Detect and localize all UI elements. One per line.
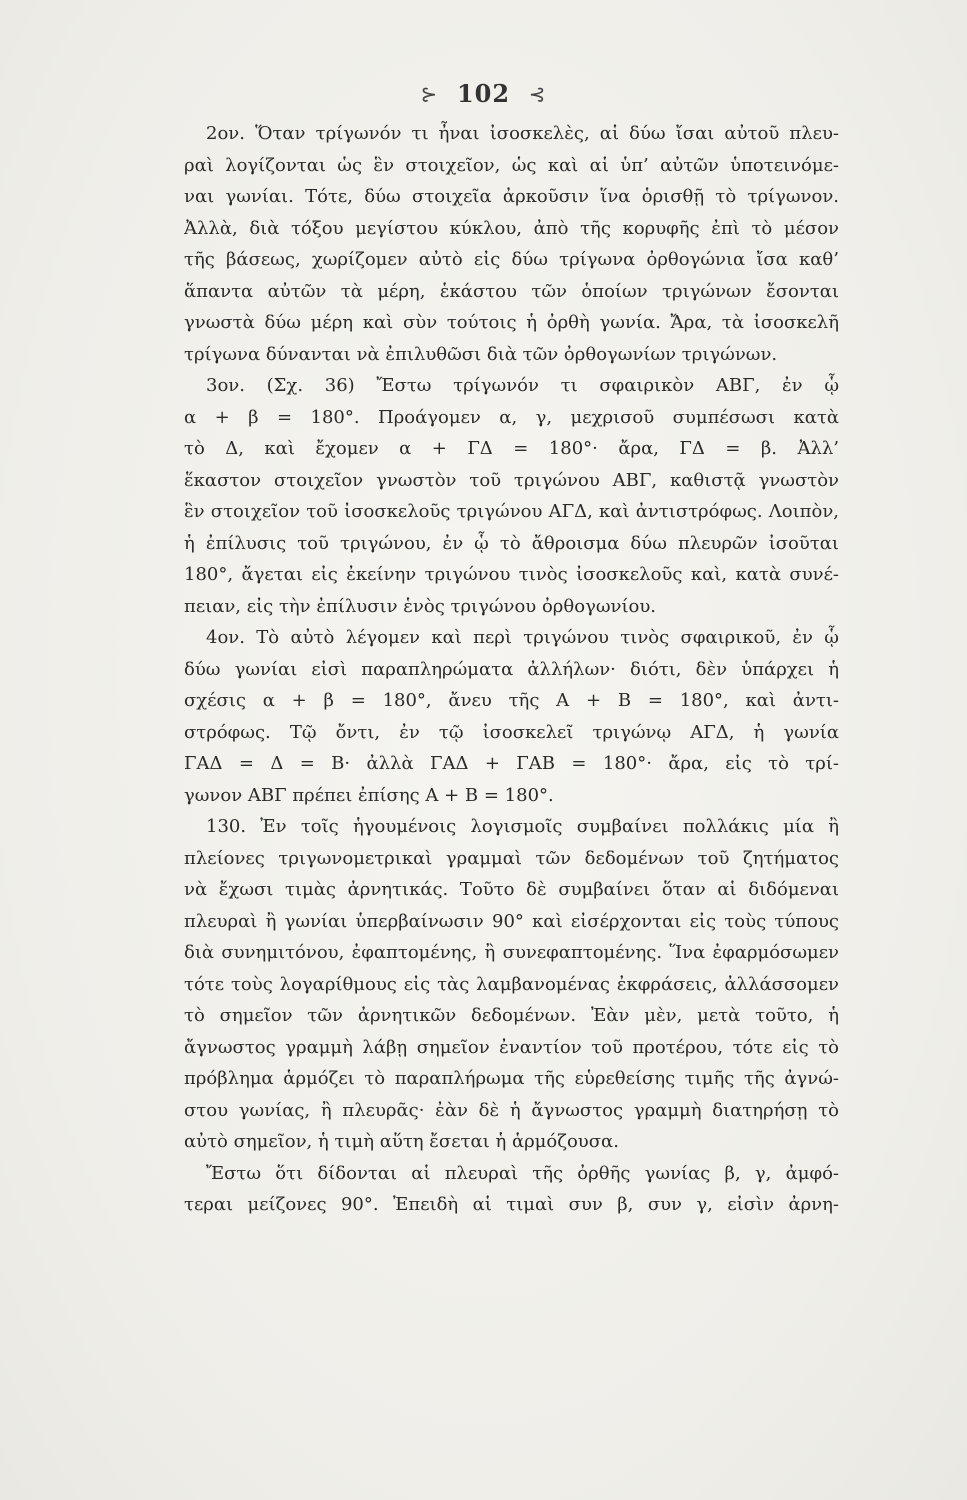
text-line: τρίγωνα δύνανται νὰ ἐπιλυθῶσι διὰ τῶν ὀρθογωνίων τριγώνων. — [184, 343, 778, 365]
text-line: στου γωνίας, ἢ πλευρᾶς· ἐὰν δὲ ἡ ἄγνωστος γραμμὴ διατηρήσῃ τὸ — [184, 1099, 839, 1121]
text-line: νὰ ἔχωσι τιμὰς ἀρνητικάς. Τοῦτο δὲ συμβαίνει ὅταν αἱ διδόμεναι — [184, 879, 839, 900]
text-line: 2ον. Ὅταν τρίγωνόν τι ἦναι ἰσοσκελὲς, αἱ δύω ἴσαι αὐτοῦ πλευ- — [206, 123, 839, 144]
text-line: ἓν στοιχεῖον τοῦ ἰσοσκελοῦς τριγώνου ΑΓΔ, καὶ ἀντιστρόφως. Λοιπὸν, — [184, 501, 839, 522]
text-line: ΓΑΔ = Δ = Β· ἀλλὰ ΓΑΔ + ΓΑΒ = 180°· ἄρα, εἰς τὸ τρί- — [184, 753, 839, 774]
text-line: τῆς βάσεως, χωρίζομεν αὐτὸ εἰς δύω τρίγωνα ὀρθογώνια ἴσα καθ’ — [184, 249, 839, 270]
text-line: 130. Ἐν τοῖς ἡγουμένοις λογισμοῖς συμβαίνει πολλάκις μία ἢ — [206, 816, 839, 837]
text-line: πρόβλημα ἁρμόζει τὸ παραπλήρωμα τῆς εὑρεθείσης τιμῆς τῆς ἀγνώ- — [184, 1068, 839, 1089]
text-line: ἕκαστον στοιχεῖον γνωστὸν τοῦ τριγώνου ΑΒΓ, καθιστᾷ γνωστὸν — [184, 469, 839, 491]
text-line: διὰ συνημιτόνου, ἐφαπτομένης, ἢ συνεφαπτομένης. Ἵνα ἐφαρμόσωμεν — [184, 942, 839, 963]
text-line: τεραι μείζονες 90°. Ἐπειδὴ αἱ τιμαὶ συν β, συν γ, εἰσὶν ἀρνη- — [184, 1194, 839, 1215]
text-line: ἅπαντα αὐτῶν τὰ μέρη, ἑκάστου τῶν ὁποίων τριγώνων ἔσονται — [184, 280, 839, 302]
text-line: Ἀλλὰ, διὰ τόξου μεγίστου κύκλου, ἀπὸ τῆς κορυφῆς ἐπὶ τὸ μέσον — [184, 217, 839, 239]
text-line: τότε τοὺς λογαρίθμους εἰς τὰς λαμβανομένας ἐκφράσεις, ἀλλάσσομεν — [184, 973, 839, 995]
text-line: ραὶ λογίζονται ὡς ἓν στοιχεῖον, ὡς καὶ αἱ ὑπ’ αὐτῶν ὑποτεινόμε- — [184, 154, 839, 176]
text-line: δύω γωνίαι εἰσὶ παραπληρώματα ἀλλήλων· διότι, δὲν ὑπάρχει ἡ — [184, 658, 839, 680]
text-line: 180°, ἄγεται εἰς ἐκείνην τριγώνου τινὸς ἰσοσκελοῦς καὶ, κατὰ συνέ- — [184, 564, 839, 585]
text-line: 3ον. (Σχ. 36) Ἔστω τρίγωνόν τι σφαιρικὸν ΑΒΓ, ἐν ᾧ — [206, 375, 839, 396]
text-line: γνωστὰ δύω μέρη καὶ σὺν τούτοις ἡ ὀρθὴ γωνία. Ἄρα, τὰ ἰσοσκελῆ — [184, 312, 839, 333]
text-line: πειαν, εἰς τὴν ἐπίλυσιν ἑνὸς τριγώνου ὀρθογωνίου. — [184, 595, 656, 617]
text-line: τὸ σημεῖον τῶν ἀρνητικῶν δεδομένων. Ἐὰν μὲν, μετὰ τοῦτο, ἡ — [184, 1005, 839, 1026]
page-number: 102 — [456, 79, 511, 108]
text-line: αὐτὸ σημεῖον, ἡ τιμὴ αὕτη ἔσεται ἡ ἁρμόζουσα. — [184, 1131, 619, 1152]
page-header — [0, 78, 967, 108]
text-line: Ἔστω ὅτι δίδονται αἱ πλευραὶ τῆς ὀρθῆς γωνίας β, γ, ἀμφό- — [206, 1162, 839, 1184]
page-body — [184, 118, 839, 1221]
text-line: γωνον ΑΒΓ πρέπει ἐπίσης Α + Β = 180°. — [184, 784, 554, 806]
text-line: πλείονες τριγωνομετρικαὶ γραμμαὶ τῶν δεδομένων τοῦ ζητήματος — [184, 847, 839, 869]
ornament-left-icon: ⊱ — [420, 81, 439, 106]
text-line: ἡ ἐπίλυσις τοῦ τριγώνου, ἐν ᾧ τὸ ἄθροισμα δύω πλευρῶν ἰσοῦται — [184, 532, 839, 554]
ornament-right-icon: ⊰ — [528, 81, 547, 106]
text-line: στρόφως. Τῷ ὄντι, ἐν τῷ ἰσοσκελεῖ τριγώνῳ ΑΓΔ, ἡ γωνία — [184, 721, 839, 743]
text-line: πλευραὶ ἢ γωνίαι ὑπερβαίνωσιν 90° καὶ εἰσέρχονται εἰς τοὺς τύπους — [184, 910, 839, 932]
text-line: ναι γωνίαι. Τότε, δύω στοιχεῖα ἀρκοῦσιν ἵνα ὁρισθῇ τὸ τρίγωνον. — [184, 186, 839, 207]
text-line: α + β = 180°. Προάγομεν α, γ, μεχρισοῦ συμπέσωσι κατὰ — [184, 406, 839, 428]
text-line: ἄγνωστος γραμμὴ λάβῃ σημεῖον ἐναντίον τοῦ προτέρου, τότε εἰς τὸ — [184, 1036, 839, 1058]
text-line: τὸ Δ, καὶ ἔχομεν α + ΓΔ = 180°· ἄρα, ΓΔ = β. Ἀλλ’ — [184, 438, 839, 459]
text-line: 4ον. Τὸ αὐτὸ λέγομεν καὶ περὶ τριγώνου τινὸς σφαιρικοῦ, ἐν ᾧ — [206, 627, 839, 648]
text-line: σχέσις α + β = 180°, ἄνευ τῆς Α + Β = 180°, καὶ ἀντι- — [184, 690, 839, 711]
